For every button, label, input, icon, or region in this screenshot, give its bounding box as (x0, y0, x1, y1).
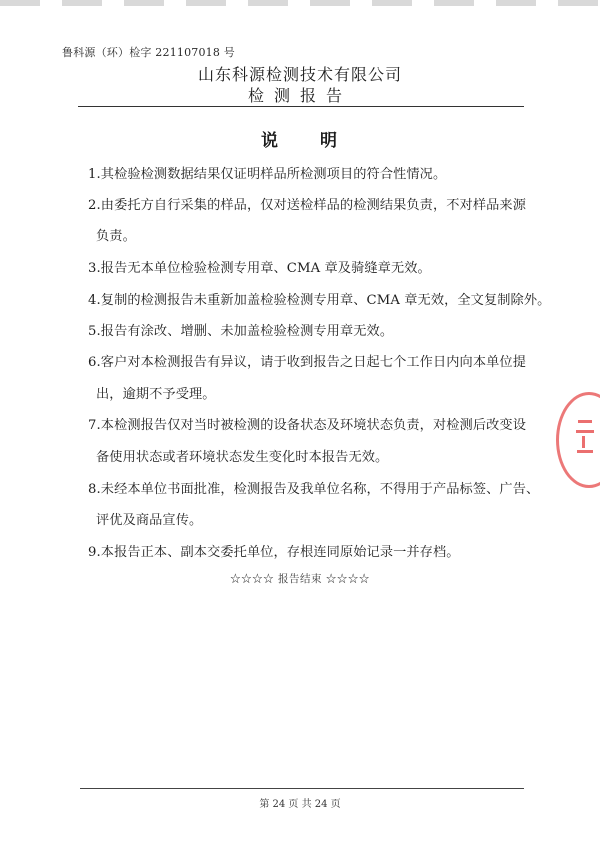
report-title: 检测报告 (247, 86, 352, 105)
note-item-7-cont: 备使用状态或者环境状态发生变化时本报告无效。 (96, 450, 389, 465)
note-item-6: 6.客户对本检测报告有异议，请于收到报告之日起七个工作日内向本单位提 (88, 355, 526, 370)
note-item-7: 7.本检测报告仅对当时被检测的设备状态及环境状态负责，对检测后改变设 (88, 418, 526, 433)
scan-edge-marks (0, 0, 600, 6)
section-title-right: 明 (320, 131, 339, 151)
note-item-8: 8.未经本单位书面批准，检测报告及我单位名称，不得用于产品标签、广告、 (88, 482, 540, 497)
note-item-4: 4.复制的检测报告未重新加盖检验检测专用章、CMA 章无效，全文复制除外。 (88, 293, 551, 308)
note-item-6-cont: 出，逾期不予受理。 (96, 387, 216, 402)
report-end-mark: ☆☆☆☆ 报告结束 ☆☆☆☆ (230, 573, 370, 585)
page-number: 第 24 页 共 24 页 (259, 799, 341, 810)
note-item-8-cont: 评优及商品宣传。 (96, 513, 203, 528)
company-name: 山东科源检测技术有限公司 (197, 65, 402, 84)
section-title-left: 说 (261, 131, 280, 151)
footer-divider (80, 788, 524, 789)
note-item-5: 5.报告有涂改、增删、未加盖检验检测专用章无效。 (88, 324, 394, 339)
header-divider (78, 106, 524, 107)
seal-stamp-glyphs (572, 416, 600, 456)
report-number: 鲁科源（环）检字 221107018 号 (62, 46, 235, 59)
note-item-3: 3.报告无本单位检验检测专用章、CMA 章及骑缝章无效。 (88, 261, 431, 276)
note-item-9: 9.本报告正本、副本交委托单位，存根连同原始记录一并存档。 (88, 545, 460, 560)
note-item-2-cont: 负责。 (96, 229, 136, 244)
note-item-2: 2.由委托方自行采集的样品，仅对送检样品的检测结果负责，不对样品来源 (88, 198, 526, 213)
note-item-1: 1.其检验检测数据结果仅证明样品所检测项目的符合性情况。 (88, 167, 447, 182)
section-title (0, 126, 600, 151)
